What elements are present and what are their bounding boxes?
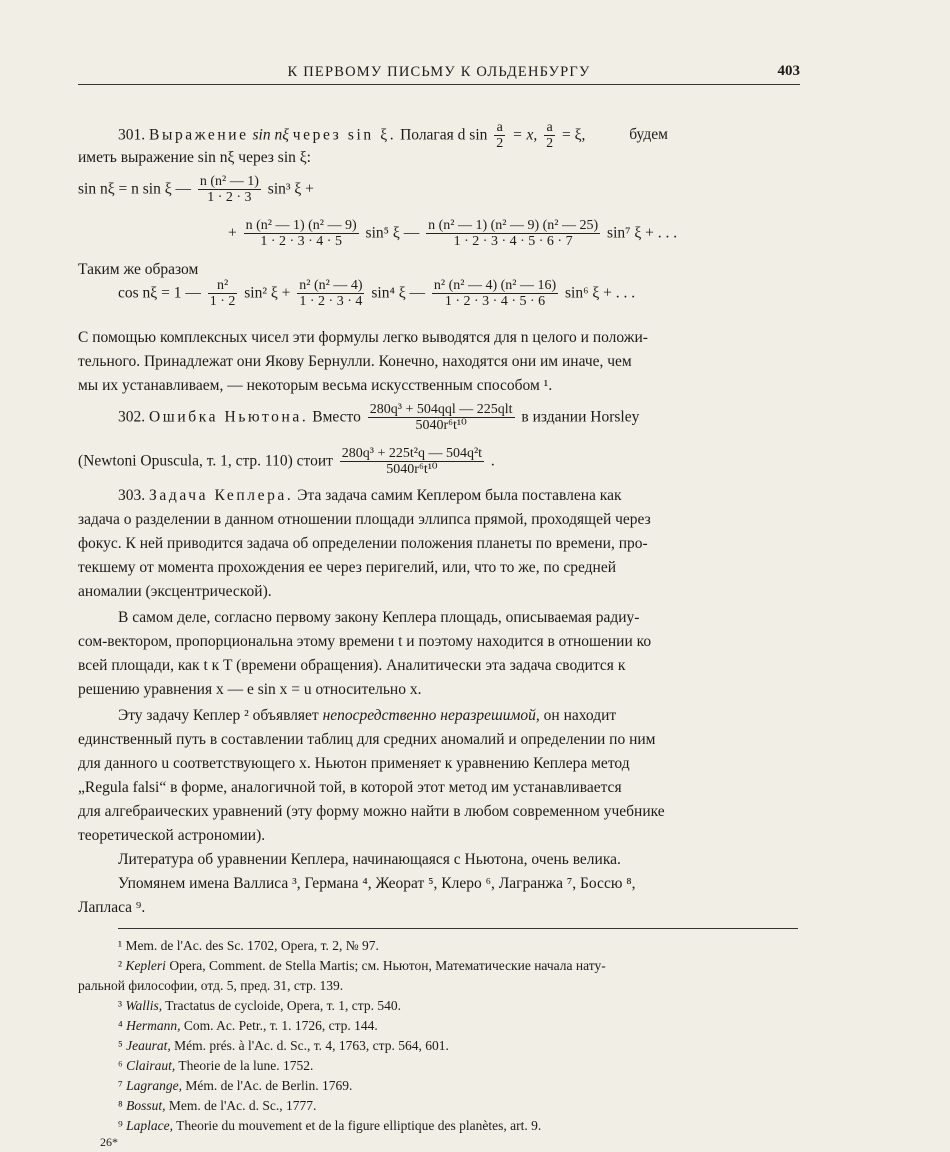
- s301-same: Таким же образом: [78, 261, 199, 278]
- s301-line1: 301. Выражение sin nξ через sin ξ. Полагая d sin $\frac{a}{2}$ = x, $\frac{a}{2}$ = ξ, будем: [118, 120, 668, 152]
- s302-line2: (Newtoni Opuscula, т. 1, стр. 110) стоит $\frac{\text{280q³ + 225t²q — 504q²t}}{\text{5040r⁶t¹⁰}}$ .: [78, 446, 495, 478]
- section-heading: Задача Кеплера.: [149, 487, 294, 504]
- footnote: ⁹ Laplace, Theorie du mouvement et de la figure elliptique des planètes, art. 9.: [118, 1118, 542, 1133]
- s303-line14: для алгебраических уравнений (эту форму можно найти в любом современном учебнике: [78, 803, 665, 820]
- footnote: ⁷ Lagrange, Mém. de l'Ac. de Berlin. 1769.: [118, 1078, 353, 1093]
- fraction: $\frac{\text{n²}}{1 \cdot 2}$: [209, 278, 236, 310]
- fraction: $\frac{a}{2}$: [496, 120, 504, 152]
- section-heading: Выражение: [149, 126, 249, 144]
- s303-line6: В самом деле, согласно первому закону Кеплера площадь, описываемая радиу-: [118, 609, 640, 626]
- s303-line4: текшему от момента прохождения ее через перигелий, или, что то же, по средней: [78, 559, 617, 576]
- fraction: $\frac{\text{n² (n² — 4)}}{1 \cdot 2 \cdot 3 \cdot 4}$: [299, 278, 363, 310]
- footnote: ⁶ Clairaut, Theorie de la lune. 1752.: [118, 1058, 314, 1073]
- signature-mark: 26*: [100, 1135, 118, 1149]
- fraction: $\frac{\text{280q³ + 504qql — 225qlt}}{\text{5040r⁶t¹⁰}}$: [369, 402, 513, 434]
- s303-line11: единственный путь в составлении таблиц для средних аномалий и определении по ним: [78, 731, 656, 748]
- footnote: ральной философии, отд. 5, пред. 31, стр. 139.: [78, 978, 344, 993]
- s303-line2: задача о разделении в данном отношении площади эллипса прямой, проходящей через: [78, 511, 651, 528]
- s303-line17: Упомянем имена Валлиса ³, Германа ⁴, Жеорат ⁵, Клеро ⁶, Лагранжа ⁷, Боссю ⁸,: [118, 875, 636, 892]
- s303-line13: „Regula falsi“ в форме, аналогичной той, в которой этот метод им устанавливается: [78, 779, 622, 796]
- footnote: ⁸ Bossut, Mem. de l'Ac. d. Sc., 1777.: [118, 1098, 317, 1113]
- running-header: [78, 58, 800, 85]
- fraction: $\frac{a}{2}$: [546, 120, 554, 152]
- s303-line9: решению уравнения x — e sin x = u относительно x.: [78, 681, 422, 698]
- s303-line7: сом-вектором, пропорциональна этому времени t и поэтому находится в отношении ко: [78, 633, 652, 650]
- footnote: ¹ Mem. de l'Ac. des Sc. 1702, Opera, т. 2, № 97.: [118, 938, 379, 953]
- footnote: ⁴ Hermann, Com. Ac. Petr., т. 1. 1726, стр. 144.: [118, 1018, 378, 1033]
- fraction: $\frac{\text{n (n² — 1)}}{1 \cdot 2 \cdot 3}$: [199, 174, 259, 206]
- s301-p1: С помощью комплексных чисел эти формулы легко выводятся для n целого и положи-: [78, 329, 648, 346]
- fraction: $\frac{\text{n (n² — 1) (n² — 9) (n² — 25)}}{1 \cdot 2 \cdot 3 \cdot 4 \cdot 5 \cdot 6 \cdot 7}$: [428, 218, 599, 250]
- s303-line8: всей площади, как t к T (времени обращения). Аналитически эта задача сводится к: [78, 657, 626, 674]
- footnote: ⁵ Jeaurat, Mém. prés. à l'Ac. d. Sc., т. 4, 1763, стр. 564, 601.: [118, 1038, 449, 1053]
- fraction: $\frac{\text{n (n² — 1) (n² — 9)}}{1 \cdot 2 \cdot 3 \cdot 4 \cdot 5}$: [245, 218, 357, 250]
- s301-line2: иметь выражение sin nξ через sin ξ:: [78, 149, 311, 166]
- s303-line10: Эту задачу Кеплер ² объявляет непосредственно неразрешимой, он находит: [118, 707, 617, 724]
- running-title: К ПЕРВОМУ ПИСЬМУ К ОЛЬДЕНБУРГУ: [287, 64, 591, 80]
- equation-sin: sin nξ = n sin ξ — $\frac{\text{n (n² — 1)}}{1 \cdot 2 \cdot 3}$ sin³ ξ +: [78, 174, 314, 206]
- s303-line1: 303. Задача Кеплера. Эта задача самим Кеплером была поставлена как: [118, 487, 622, 504]
- equation-cos: cos nξ = 1 — $\frac{\text{n²}}{1 \cdot 2}$ sin² ξ + $\frac{\text{n² (n² — 4)}}{1 \cdot 2 \cdot 3 \cdot 4}$ sin⁴ ξ — $\frac{\text{n² (n² — 4) (n² — 16)}}{1 \cdot 2 \cdot 3 \cdot 4 \cdot 5 \cdot 6}$ sin⁶ ξ + . . .: [118, 278, 636, 310]
- equation-sin-cont: + $\frac{\text{n (n² — 1) (n² — 9)}}{1 \cdot 2 \cdot 3 \cdot 4 \cdot 5}$ sin⁵ ξ — $\frac{\text{n (n² — 1) (n² — 9) (n² — 25)}}{1 \cdot 2 \cdot 3 \cdot 4 \cdot 5 \cdot 6 \cdot 7}$ sin⁷ ξ + . . .: [228, 218, 678, 250]
- s303-line15: теоретической астрономии).: [78, 827, 266, 844]
- s302-line1: 302. Ошибка Ньютона. Вместо $\frac{\text{280q³ + 504qql — 225qlt}}{\text{5040r⁶t¹⁰}}$ в издании Horsley: [118, 402, 640, 434]
- footnote-rule: [118, 928, 798, 929]
- s301-p2: тельного. Принадлежат они Якову Бернулли. Конечно, находятся они им иначе, чем: [78, 353, 632, 370]
- footnote: ³ Wallis, Tractatus de cycloide, Opera, т. 1, стр. 540.: [118, 998, 401, 1013]
- page-number: 403: [777, 63, 800, 79]
- s303-line3: фокус. К ней приводится задача об определении положения планеты по времени, про-: [78, 535, 648, 552]
- fraction: $\frac{\text{n² (n² — 4) (n² — 16)}}{1 \cdot 2 \cdot 3 \cdot 4 \cdot 5 \cdot 6}$: [433, 278, 557, 310]
- s303-line12: для данного u соответствующего x. Ньютон применяет к уравнению Кеплера метод: [78, 755, 630, 772]
- s303-line16: Литература об уравнении Кеплера, начинающаяся с Ньютона, очень велика.: [118, 851, 621, 868]
- s303-line18: Лапласа ⁹.: [78, 899, 146, 916]
- footnote: ² Kepleri Opera, Comment. de Stella Martis; см. Ньютон, Математические начала нату-: [118, 958, 606, 973]
- s301-p3: мы их устанавливаем, — некоторым весьма искусственным способом ¹.: [78, 377, 553, 394]
- fraction: $\frac{\text{280q³ + 225t²q — 504q²t}}{\text{5040r⁶t¹⁰}}$: [341, 446, 483, 478]
- section-heading: Ошибка Ньютона.: [149, 408, 309, 426]
- s303-line5: аномалии (эксцентрической).: [78, 583, 272, 600]
